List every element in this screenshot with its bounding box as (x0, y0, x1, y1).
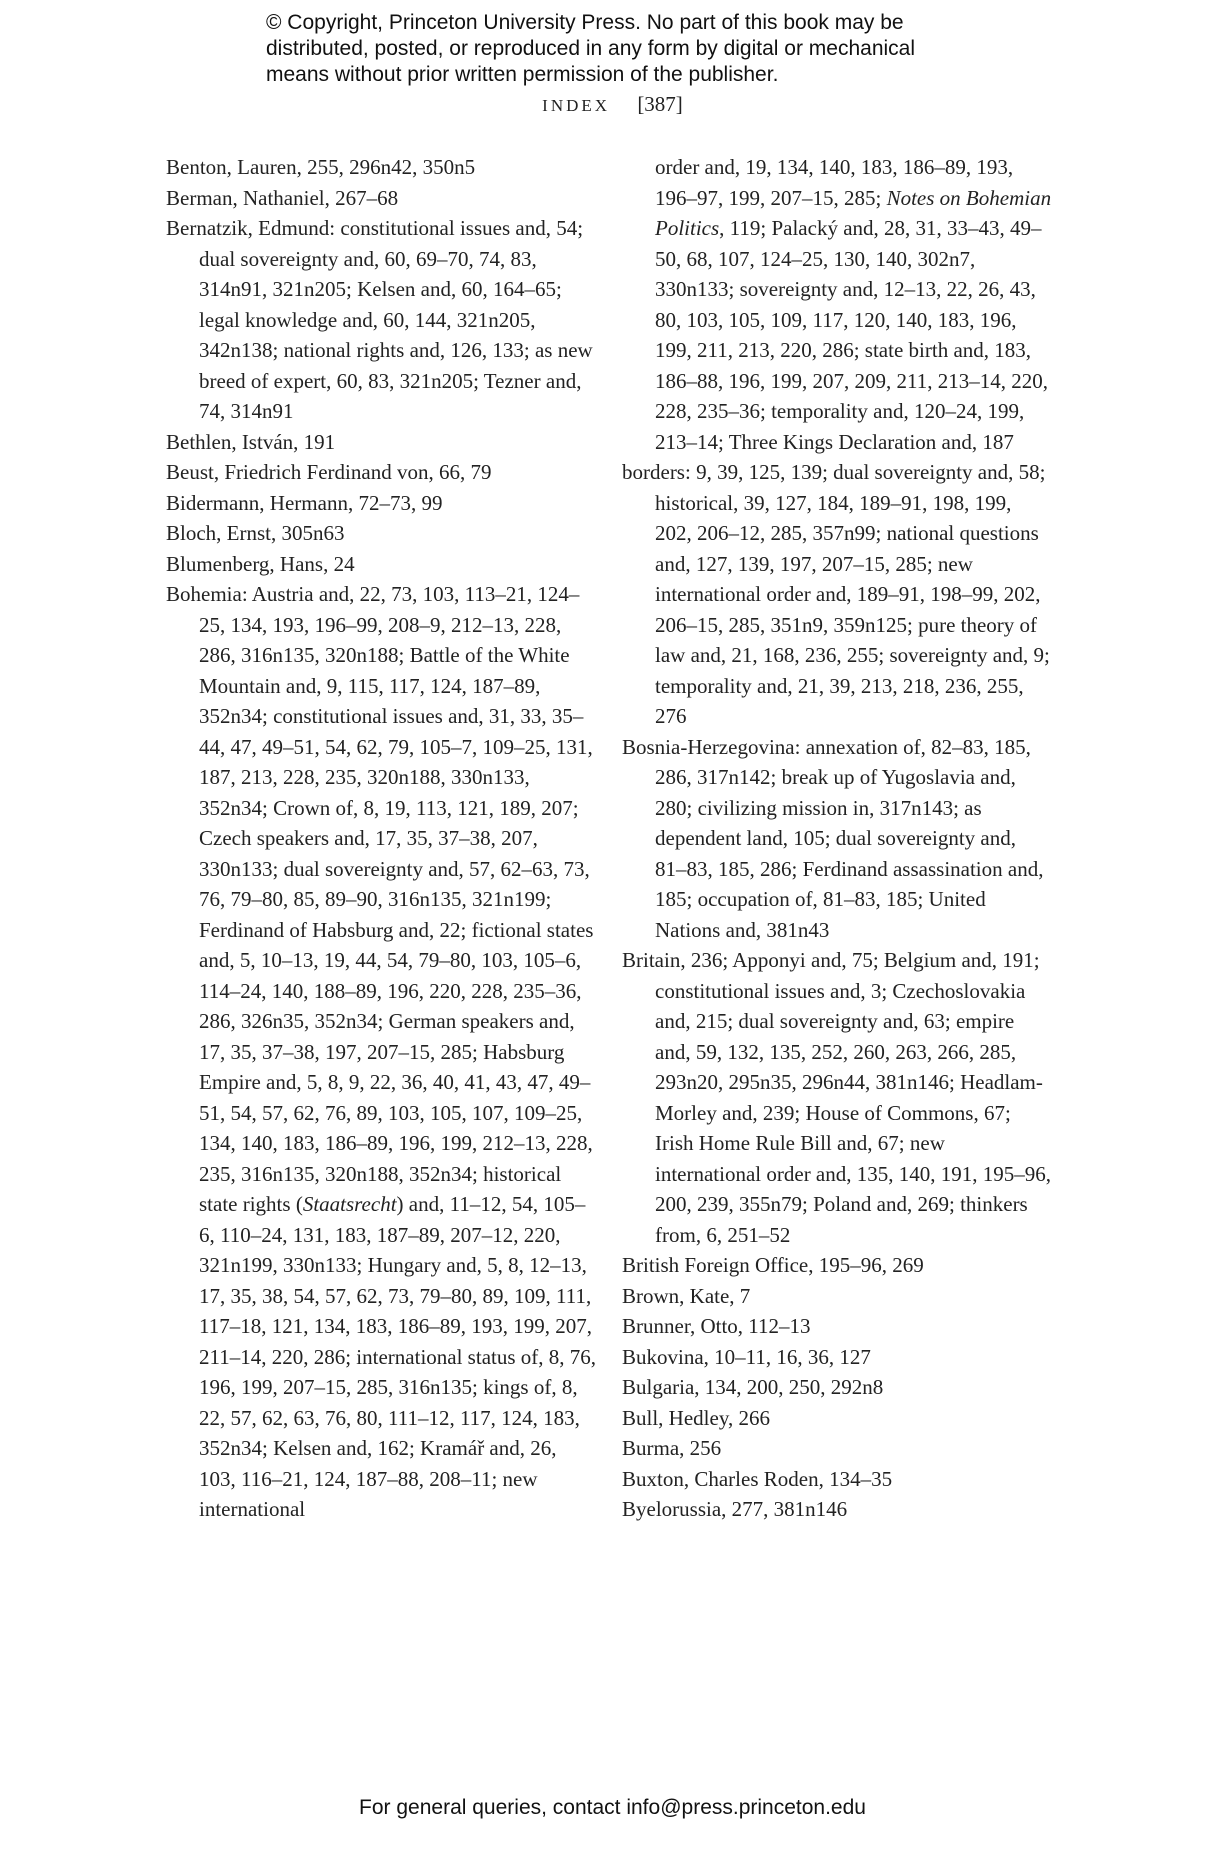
copyright-line: means without prior written permission of the publisher. (266, 63, 779, 86)
index-entry: Brown, Kate, 7 (622, 1283, 751, 1308)
copyright-line: © Copyright, Princeton University Press. No part of this book may be (266, 11, 904, 34)
index-entry: Burma, 256 (622, 1436, 722, 1460)
italic-title: Staatsrecht (302, 1192, 397, 1216)
copyright-line: distributed, posted, or reproduced in any form by digital or mechanical (266, 37, 916, 60)
index-entry: Bohemia: Austria and, 22, 73, 103, 113–21, 124–25, 134, 193, 196–99, 208–9, 212–13, 228, 286, 316n135, 320n188; Battle of the White Mountain and, 9, 115, 117, 124, 187–89, 352n34; constitutional issues and, 31, 33, 35–44, 47, 49–51, 54, 62, 79, 105–7, 109–25, 131, 187, 213, 228, 235, 320n188, 330n133, 352n34; Crown of, 8, 19, 113, 121, 189, 207; Czech speakers and, 17, 35, 37–38, 207, 330n133; dual sovereignty and, 57, 62–63, 73, 76, 79–80, 85, 89–90, 316n135, 321n199; Ferdinand of Habsburg and, 22; fictional states and, 5, 10–13, 19, 44, 54, 79–80, 103, 105–6, 114–24, 140, 188–89, 196, 220, 228, 235–36, 286, 326n35, 352n34; German speakers and, 17, 35, 37–38, 197, 207–15, 285; Habsburg Empire and, 5, 8, 9, 22, 36, 40, 41, 43, 47, 49–51, 54, 57, 62, 76, 89, 103, 105, 107, 109–25, 134, 140, 183, 186–89, 196, 199, 212–13, 228, 235, 316n135, 320n188, 352n34; historical state rights (Staatsrecht) and, 11–12, 54, 105–6, 110–24, 131, 183, 187–89, 207–12, 220, 321n199, 330n133; Hungary and, 5, 8, 12–13, 17, 35, 38, 54, 57, 62, 73, 79–80, 89, 109, 111, 117–18, 121, 134, 183, 186–89, 193, 199, 207, 211–14, 220, 286; international status of, 8, 76, 196, 199, 207–15, 285, 316n135; kings of, 8, 22, 57, 62, 63, 76, 80, 111–12, 117, 124, 183, 352n34; Kelsen and, 162; Kramář and, 26, 103, 116–21, 124, 187–88, 208–11; new international (166, 582, 597, 1521)
index-entry: Blumenberg, Hans, 24 (166, 551, 355, 576)
index-entry: Bosnia-Herzegovina: annexation of, 82–83, 185, 286, 317n142; break up of Yugoslavia and, 280; civilizing mission in, 317n143; as dependent land, 105; dual sovereignty and, 81–83, 185, 286; Ferdinand assassination and, 185; occupation of, 81–83, 185; United Nations and, 381n43 (622, 734, 1044, 942)
index-column-right (622, 152, 1052, 1525)
index-entry: Beust, Friedrich Ferdinand von, 66, 79 (166, 460, 492, 484)
index-entry: Bulgaria, 134, 200, 250, 292n8 (622, 1375, 884, 1399)
index-entry: Bloch, Ernst, 305n63 (166, 521, 345, 545)
index-entry: British Foreign Office, 195–96, 269 (622, 1253, 924, 1277)
index-entry: Britain, 236; Apponyi and, 75; Belgium and, 191; constitutional issues and, 3; Czechoslovakia and, 215; dual sovereignty and, 63; empire and, 59, 132, 135, 252, 260, 263, 266, 285, 293n20, 295n35, 296n44, 381n146; Headlam-Morley and, 239; House of Commons, 67; Irish Home Rule Bill and, 67; new international order and, 135, 140, 191, 195–96, 200, 239, 355n79; Poland and, 269; thinkers from, 6, 251–52 (622, 948, 1052, 1247)
index-entry-continued: order and, 19, 134, 140, 183, 186–89, 193, 196–97, 199, 207–15, 285; Notes on Bohemian Politics, 119; Palacký and, 28, 31, 33–43, 49–50, 68, 107, 124–25, 130, 140, 302n7, 330n133; sovereignty and, 12–13, 22, 26, 43, 80, 103, 105, 109, 117, 120, 140, 183, 196, 199, 211, 213, 220, 286; state birth and, 183, 186–88, 196, 199, 207, 209, 211, 213–14, 220, 228, 235–36; temporality and, 120–24, 199, 213–14; Three Kings Declaration and, 187 (655, 155, 1052, 454)
index-entry: Bukovina, 10–11, 16, 36, 127 (622, 1344, 871, 1369)
index-entry: Bethlen, István, 191 (166, 429, 336, 454)
index-entry: Bidermann, Hermann, 72–73, 99 (166, 490, 443, 515)
index-entry: Brunner, Otto, 112–13 (622, 1314, 811, 1338)
index-entry: Buxton, Charles Roden, 134–35 (622, 1466, 893, 1491)
index-entry: Byelorussia, 277, 381n146 (622, 1497, 848, 1521)
copyright-notice (266, 10, 1026, 88)
index-entry: Berman, Nathaniel, 267–68 (166, 185, 399, 210)
page-number: [387] (637, 92, 683, 116)
index-entry: Bernatzik, Edmund: constitutional issues and, 54; dual sovereignty and, 60, 69–70, 74, 83, 314n91, 321n205; Kelsen and, 60, 164–65; legal knowledge and, 60, 144, 321n205, 342n138; national rights and, 126, 133; as new breed of expert, 60, 83, 321n205; Tezner and, 74, 314n91 (166, 216, 593, 423)
index-entry: borders: 9, 39, 125, 139; dual sovereignty and, 58; historical, 39, 127, 184, 189–91, 198, 199, 202, 206–12, 285, 357n99; national questions and, 127, 139, 197, 207–15, 285; new international order and, 189–91, 198–99, 202, 206–15, 285, 351n9, 359n125; pure theory of law and, 21, 168, 236, 255; sovereignty and, 9; temporality and, 21, 39, 213, 218, 236, 255, 276 (622, 460, 1050, 728)
running-head (0, 92, 1225, 117)
index-column-left (166, 152, 596, 1525)
running-head-label: INDEX (542, 96, 611, 115)
index-entry: Bull, Hedley, 266 (622, 1405, 770, 1430)
italic-title: Notes on Bohemian Politics (655, 185, 1052, 240)
footer-contact: For general queries, contact info@press.princeton.edu (359, 1796, 866, 1819)
index-entry: Benton, Lauren, 255, 296n42, 350n5 (166, 155, 476, 179)
